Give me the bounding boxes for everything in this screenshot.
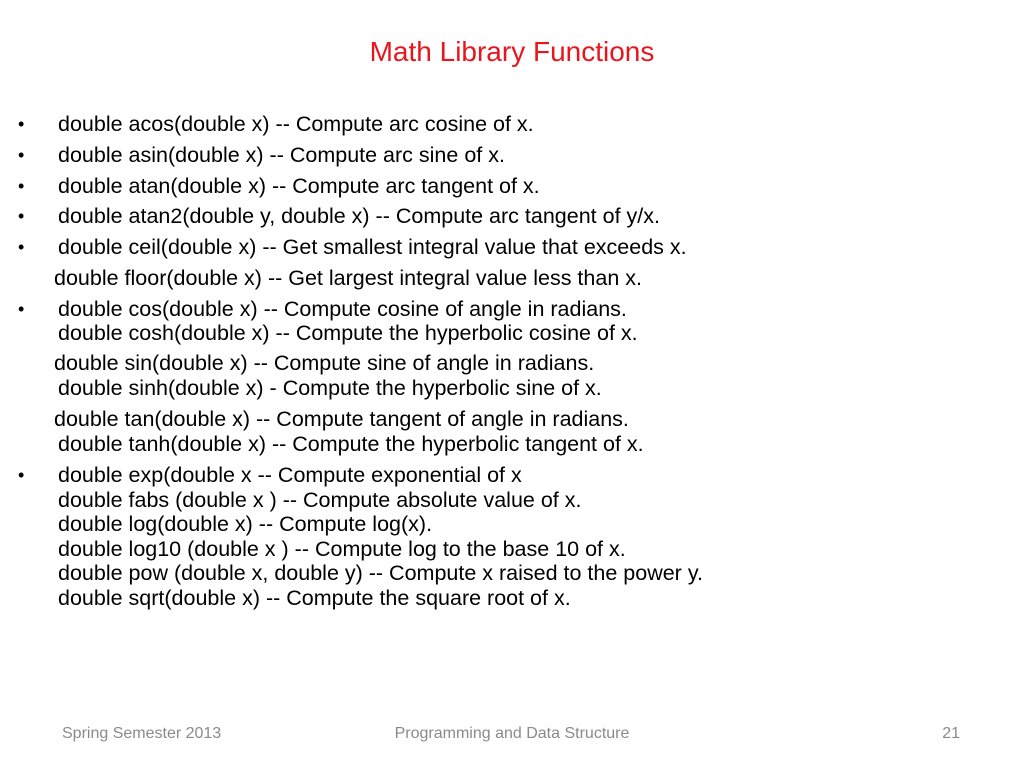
list-item-text: double sin(double x) -- Compute sine of angle in radians. bbox=[54, 351, 595, 375]
bullet-icon: • bbox=[18, 145, 25, 165]
list-item bbox=[0, 202, 1000, 230]
footer-semester: Spring Semester 2013 bbox=[62, 725, 222, 742]
list-item bbox=[0, 559, 1000, 587]
list-item-text: double sinh(double x) - Compute the hyperbolic sine of x. bbox=[58, 376, 602, 400]
list-item-text: double tan(double x) -- Compute tangent of angle in radians. bbox=[54, 407, 629, 431]
list-item bbox=[0, 233, 1000, 261]
footer-page-number: 21 bbox=[942, 725, 960, 742]
list-item bbox=[0, 110, 1000, 138]
list-item-text: double fabs (double x ) -- Compute absolute value of x. bbox=[58, 488, 582, 512]
bullet-icon: • bbox=[18, 176, 25, 196]
list-item-text: double atan(double x) -- Compute arc tangent of x. bbox=[58, 174, 540, 198]
bullet-icon: • bbox=[18, 465, 25, 485]
list-item-text: double log10 (double x ) -- Compute log to the base 10 of x. bbox=[58, 537, 626, 561]
list-item-text: double sqrt(double x) -- Compute the square root of x. bbox=[58, 586, 571, 610]
list-item bbox=[0, 430, 1000, 458]
bullet-icon: • bbox=[18, 114, 25, 134]
list-item bbox=[0, 319, 1000, 347]
list-item-text: double exp(double x -- Compute exponential of x bbox=[58, 463, 522, 487]
list-item bbox=[0, 405, 1000, 433]
list-item-text: double acos(double x) -- Compute arc cosine of x. bbox=[58, 112, 534, 136]
list-item-text: double asin(double x) -- Compute arc sine of x. bbox=[58, 143, 505, 167]
list-item-text: double tanh(double x) -- Compute the hyperbolic tangent of x. bbox=[58, 432, 644, 456]
list-item-text: double floor(double x) -- Get largest integral value less than x. bbox=[54, 266, 642, 290]
list-item bbox=[0, 349, 1000, 377]
bullet-icon: • bbox=[18, 237, 25, 257]
bullet-icon: • bbox=[18, 206, 25, 226]
list-item bbox=[0, 172, 1000, 200]
list-item-text: double cos(double x) -- Compute cosine of angle in radians. bbox=[58, 297, 627, 321]
list-item bbox=[0, 141, 1000, 169]
list-item bbox=[0, 374, 1000, 402]
list-item-text: double pow (double x, double y) -- Compute x raised to the power y. bbox=[58, 561, 703, 585]
list-item-text: double ceil(double x) -- Get smallest integral value that exceeds x. bbox=[58, 235, 687, 259]
list-item-text: double cosh(double x) -- Compute the hyperbolic cosine of x. bbox=[58, 321, 638, 345]
list-item-text: double atan2(double y, double x) -- Compute arc tangent of y/x. bbox=[58, 204, 660, 228]
footer-course: Programming and Data Structure bbox=[394, 725, 630, 742]
list-item bbox=[0, 461, 1000, 489]
list-item bbox=[0, 510, 1000, 538]
list-item bbox=[0, 584, 1000, 612]
list-item-text: double log(double x) -- Compute log(x). bbox=[58, 512, 433, 536]
slide-title: Math Library Functions bbox=[369, 36, 655, 67]
list-item bbox=[0, 264, 1000, 292]
bullet-icon: • bbox=[18, 299, 25, 319]
